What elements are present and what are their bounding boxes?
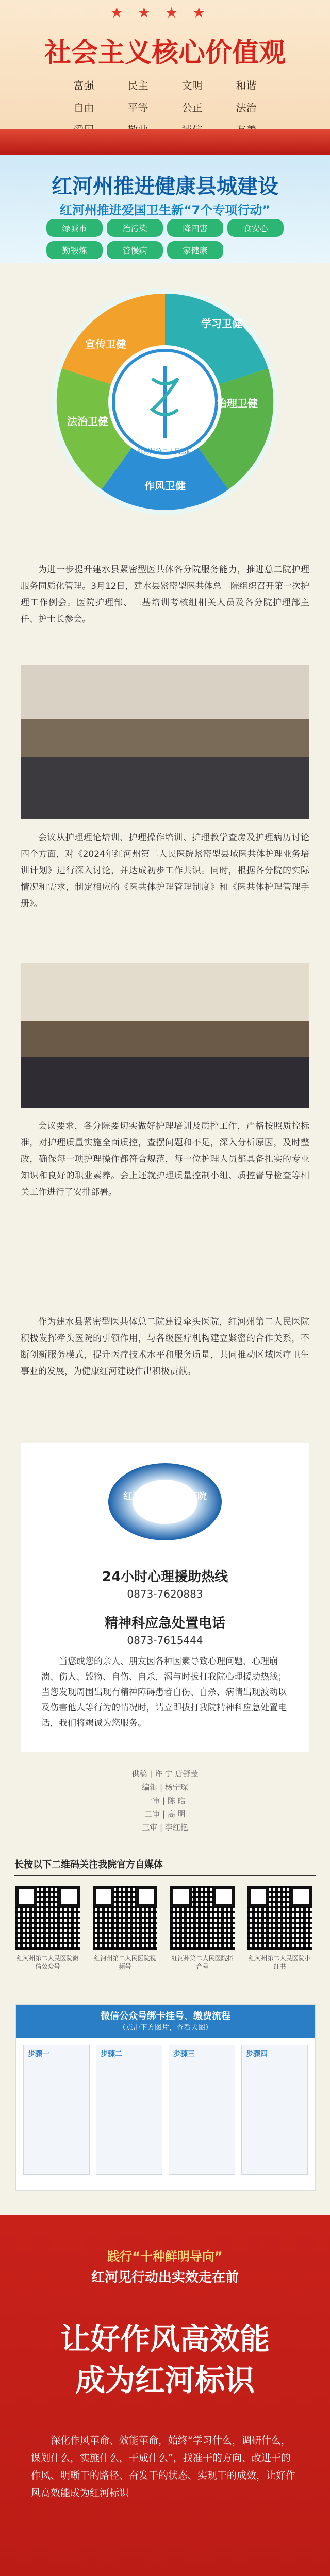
action-tag: 管慢病 xyxy=(107,241,163,259)
value-item: 文明 xyxy=(182,79,203,92)
emblem-segment-label: 治理卫健 xyxy=(217,397,258,410)
article-paragraph xyxy=(21,829,309,912)
value-item: 公正 xyxy=(182,101,203,114)
slogan-line-2: 红河见行动出实效走在前 xyxy=(91,2270,239,2285)
payment-guide-header xyxy=(16,2005,315,2038)
emblem-segment-label: 宣传卫健 xyxy=(85,338,126,350)
health-county-banner xyxy=(0,155,330,263)
slogan-headline xyxy=(0,2318,330,2401)
meeting-photo xyxy=(21,665,309,819)
qr-wechat[interactable] xyxy=(15,1886,80,1971)
core-values-banner xyxy=(0,0,330,155)
health-banner-subtitle: 红河州推进爱国卫生新“7个专项行动” xyxy=(59,203,271,217)
logo-text: 红河州第二人民医院 xyxy=(123,1491,207,1502)
value-item: 法治 xyxy=(236,101,257,114)
core-values-headline: 社会主义核心价值观 xyxy=(44,37,286,69)
emblem-segment-label: 法治卫健 xyxy=(67,415,108,428)
payment-guide-title: 微信公众号绑卡挂号、缴费流程 xyxy=(101,2011,230,2022)
slogan-paragraph: 深化作风革命、效能革命，始终“学习什么，调研什么，谋划什么，实施什么，干成什么”，找准干的方向、改进干的作风、明晰干的路径、奋发干的状态、实现干的成效，让好作风高效能成为红河标识 xyxy=(31,2435,296,2499)
payment-guide-subtitle: （点击下方图片，查看大图） xyxy=(119,2024,212,2032)
qr-code-icon[interactable] xyxy=(15,1886,80,1950)
payment-step[interactable] xyxy=(96,2045,162,2175)
qr-grid xyxy=(15,1886,315,1971)
hotline-title: 24小时心理援助热线 xyxy=(102,1569,228,1585)
qr-xiaohongshu[interactable] xyxy=(248,1886,312,1971)
emblem-segment-label: 作风卫健 xyxy=(144,480,186,492)
step-label: 步骤三 xyxy=(173,2050,195,2058)
red-slogan-banner xyxy=(0,2215,330,2576)
action-tag: 勤锻炼 xyxy=(46,241,103,259)
payment-step[interactable] xyxy=(241,2045,308,2175)
credit-line: 供稿 | 许 宁 唐舒莹 xyxy=(131,1769,199,1778)
hotline-description: 当您或您的亲人、朋友因各种因素导致心理问题、心理崩溃、伤人、毁物、自伤、自杀，渴与时拔打我院心理援助热线；当您发现周围出现有精神障碍患者自伤、自杀、病情出现波动以及伤害他人等行为的情况时，请立即拔打我院精神科应急处置电话，我们将竭诚为您服务。 xyxy=(41,1656,287,1728)
emblem-center-text: 红河州第二人民医院 xyxy=(137,448,193,455)
value-item: 和谐 xyxy=(236,79,257,92)
qr-title-text: 长按以下二维码关注我院官方自媒体 xyxy=(14,1859,163,1870)
action-tags xyxy=(46,219,284,259)
emblem-icon xyxy=(46,283,284,520)
qr-caption: 红河州第二人民医院微信公众号 xyxy=(16,1955,79,1970)
payment-steps xyxy=(16,2038,315,2182)
action-tag: 食安心 xyxy=(227,219,284,237)
payment-step[interactable] xyxy=(23,2045,90,2175)
credits xyxy=(0,1767,330,1834)
qr-code-icon[interactable] xyxy=(248,1886,312,1950)
emergency-title: 精神科应急处置电话 xyxy=(104,1616,225,1631)
step-label: 步骤二 xyxy=(101,2050,122,2058)
credit-line: 三审 | 李红艳 xyxy=(142,1823,188,1832)
qr-code-icon[interactable] xyxy=(93,1886,157,1950)
action-tag: 降四害 xyxy=(167,219,223,237)
qr-section-title xyxy=(14,1855,316,1876)
paragraph-text: 会议要求，各分院要切实做好护理培训及质控工作，严格按照质控标准，对护理质量实施全面质控，查摆问题和不足，深入分析原因，及时整改，确保每一项护理操作都符合规范，每一位护理人员都具备扎实的专业知识和良好的职业素养。会上还就护理质量控制小组、质控督导检查等相关工作进行了安排部署。 xyxy=(21,1121,309,1197)
slogan-big-line: 让好作风高效能 xyxy=(60,2321,270,2357)
qr-code-icon[interactable] xyxy=(170,1886,235,1950)
hospital-emblem xyxy=(0,263,330,541)
core-values-grid xyxy=(57,77,273,137)
article-paragraph xyxy=(21,1118,309,1200)
slogan-line: 践行“十种鲜明导向” xyxy=(107,2249,223,2264)
paragraph-text: 作为建水县紧密型医共体总二院建设牵头医院，红河州第二人民医院积极发挥牵头医院的引领作用，与各级医疗机构建立紧密的合作关系，不断创新服务模式，提升医疗技术水平和服务质量，共同推动区域医疗卫生事业的发展，为健康红河建设作出积极贡献。 xyxy=(21,1317,309,1377)
value-item: 自由 xyxy=(73,101,94,114)
payment-guide[interactable] xyxy=(15,2004,316,2191)
emergency-number[interactable]: 0873-7615444 xyxy=(127,1634,203,1647)
health-banner-title: 红河州推进健康县城建设 xyxy=(52,175,278,198)
value-item: 富强 xyxy=(73,79,94,92)
slogan-big-line: 成为红河标识 xyxy=(75,2363,255,2398)
step-label: 步骤一 xyxy=(28,2050,50,2058)
qr-caption: 红河州第二人民医院抖音号 xyxy=(171,1955,234,1970)
credit-line: 一审 | 陈 皓 xyxy=(144,1796,186,1805)
qr-douyin[interactable] xyxy=(170,1886,235,1971)
hotline-number[interactable]: 0873-7620883 xyxy=(127,1588,203,1600)
article-paragraph xyxy=(21,562,309,628)
red-ribbon xyxy=(0,129,330,155)
star-decoration-icon: ★★★★ xyxy=(110,4,220,21)
value-item: 民主 xyxy=(127,79,148,92)
paragraph-text: 为进一步提升建水县紧密型医共体各分院服务能力，推进总二院护理服务同质化管理。3月12日，建水县紧密型医共体总二院组织召开第一次护理工作例会。医院护理部、三基培训考核组相关人员及各分院护理部主任、护士长参会。 xyxy=(21,565,309,624)
step-label: 步骤四 xyxy=(246,2050,268,2058)
paragraph-text: 会议从护理理论培训、护理操作培训、护理教学查房及护理病历讨论四个方面，对《2024年红河州第二人民医院紧密型县域医共体护理业务培训计划》进行深入讨论，并达成初步工作共识。同时，根据各分院的实际情况和需求，制定相应的《医共体护理管理制度》和《医共体护理管理手册》。 xyxy=(21,833,309,909)
emblem-segment-label: 学习卫健 xyxy=(201,317,242,330)
article-paragraph xyxy=(21,1314,309,1380)
qr-caption: 红河州第二人民医院视频号 xyxy=(94,1955,156,1970)
hospital-logo-icon xyxy=(108,1463,222,1540)
credit-line: 二审 | 高 明 xyxy=(144,1809,186,1819)
payment-step[interactable] xyxy=(169,2045,235,2175)
action-tag: 治污染 xyxy=(107,219,163,237)
meeting-photo xyxy=(21,963,309,1108)
hotline-card xyxy=(21,1443,309,1752)
action-tag: 家健康 xyxy=(167,241,223,259)
qr-caption: 红河州第二人民医院小红书 xyxy=(249,1955,311,1970)
credit-line: 编辑 | 杨宁琛 xyxy=(142,1783,188,1792)
value-item: 平等 xyxy=(127,101,148,114)
qr-video[interactable] xyxy=(93,1886,157,1971)
action-tag: 绿城市 xyxy=(46,219,103,237)
